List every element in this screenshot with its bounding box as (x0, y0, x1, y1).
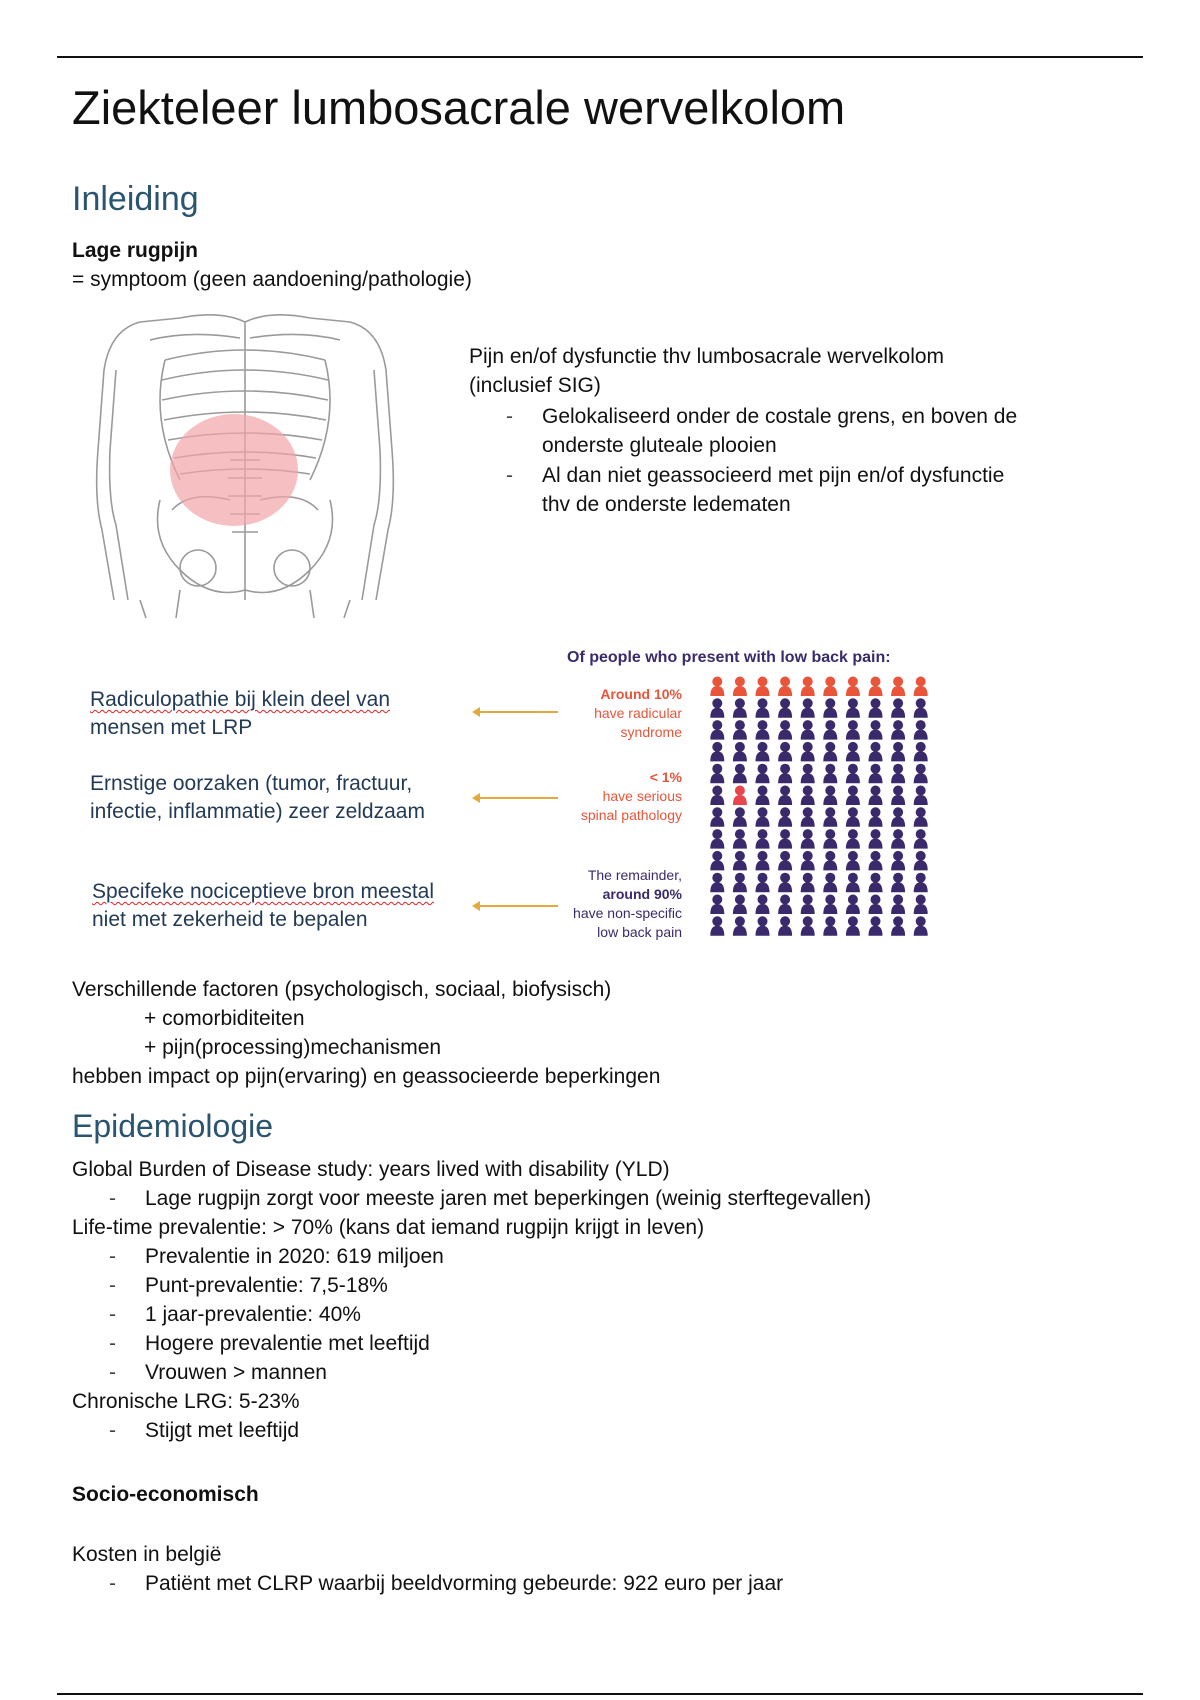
section-heading-inleiding: Inleiding (72, 180, 199, 218)
person-icon (869, 807, 883, 827)
person-icon (801, 720, 815, 740)
person-icon (733, 873, 747, 893)
arrow-nonspecific (478, 905, 558, 907)
person-icon (801, 764, 815, 784)
person-icon (823, 895, 837, 915)
person-icon (710, 720, 724, 740)
arrow-radicular (478, 711, 558, 713)
gbd-text: Global Burden of Disease study: years lived with disability (YLD) (72, 1158, 670, 1181)
factors-line-3: + pijn(processing)mechanismen (144, 1036, 442, 1059)
person-icon (801, 829, 815, 849)
person-icon (891, 677, 905, 697)
bullet-dash: - (109, 1303, 116, 1326)
person-icon (823, 764, 837, 784)
person-icon (846, 698, 860, 718)
person-icon (869, 851, 883, 871)
bullet-dash: - (506, 405, 513, 428)
person-icon (891, 895, 905, 915)
bullet-text: Patiënt met CLRP waarbij beeldvorming gebeurde: 922 euro per jaar (145, 1572, 784, 1595)
factors-line-4: hebben impact op pijn(ervaring) en geassocieerde beperkingen (72, 1065, 661, 1088)
infographic-header: Of people who present with low back pain: (567, 649, 891, 666)
person-icon (801, 742, 815, 762)
person-icon (801, 786, 815, 806)
person-icon (891, 698, 905, 718)
bullet-line: onderste gluteale plooien (542, 434, 777, 457)
annotation-specifieke-bron (92, 878, 434, 934)
person-icon (756, 916, 770, 936)
person-icon (823, 916, 837, 936)
person-icon (710, 829, 724, 849)
subheading-socio-economisch: Socio-economisch (72, 1483, 259, 1506)
person-icon (914, 786, 928, 806)
section-heading-epidemiologie: Epidemiologie (72, 1108, 274, 1144)
person-icon (733, 807, 747, 827)
person-icon (801, 916, 815, 936)
person-icon (778, 764, 792, 784)
factors-line-1: Verschillende factoren (psychologisch, sociaal, biofysisch) (72, 978, 612, 1001)
factors-line-2: + comorbiditeiten (144, 1007, 305, 1030)
bullet-line: thv de onderste ledematen (542, 493, 791, 516)
lifetime-bullet-3 (109, 1300, 361, 1329)
bullet-dash: - (109, 1245, 116, 1268)
skeleton-illustration (80, 300, 410, 620)
chronic-text: Chronische LRG: 5-23% (72, 1390, 300, 1413)
person-icon (710, 677, 724, 697)
person-icon (891, 742, 905, 762)
person-icon (733, 895, 747, 915)
person-icon (914, 677, 928, 697)
person-icon (846, 851, 860, 871)
person-icon (914, 720, 928, 740)
annotation-line: Radiculopathie bij klein deel van (90, 688, 391, 711)
label-line: < 1% (649, 769, 682, 785)
annotation-line: infectie, inflammatie) zeer zeldzaam (90, 800, 425, 823)
arrow-serious (478, 797, 558, 799)
label-line: Around 10% (600, 686, 682, 702)
person-icon (778, 829, 792, 849)
person-icon (869, 916, 883, 936)
person-icon (869, 873, 883, 893)
person-icon (710, 807, 724, 827)
person-icon (891, 807, 905, 827)
person-icon (778, 895, 792, 915)
person-icon (846, 786, 860, 806)
label-line: The remainder, (587, 867, 682, 883)
person-icon (756, 873, 770, 893)
bullet-line: Al dan niet geassocieerd met pijn en/of dysfunctie (542, 464, 1005, 487)
person-icon (801, 677, 815, 697)
person-icon (914, 916, 928, 936)
label-radicular (594, 685, 682, 742)
person-icon (914, 829, 928, 849)
person-icon (733, 764, 747, 784)
person-icon (914, 851, 928, 871)
person-icon (778, 677, 792, 697)
person-icon (710, 873, 724, 893)
person-icon (869, 829, 883, 849)
bullet-dash: - (109, 1274, 116, 1297)
person-icon (846, 916, 860, 936)
lifetime-bullet-5 (109, 1358, 327, 1387)
person-icon (733, 677, 747, 697)
person-icon (733, 720, 747, 740)
annotation-line: Ernstige oorzaken (tumor, fractuur, (90, 772, 413, 795)
person-icon (869, 742, 883, 762)
person-icon (846, 873, 860, 893)
person-icon (801, 698, 815, 718)
person-icon (914, 873, 928, 893)
person-icon (846, 677, 860, 697)
bullet-dash: - (109, 1572, 116, 1595)
person-icon (846, 720, 860, 740)
person-icon (801, 895, 815, 915)
gbd-bullet (109, 1184, 872, 1213)
person-icon (891, 786, 905, 806)
person-icon (914, 895, 928, 915)
label-serious (581, 768, 682, 825)
person-icon (914, 698, 928, 718)
person-icon (778, 873, 792, 893)
lifetime-text: Life-time prevalentie: > 70% (kans dat iemand rugpijn krijgt in leven) (72, 1216, 705, 1239)
person-icon (756, 764, 770, 784)
bullet-line: Gelokaliseerd onder de costale grens, en boven de (542, 405, 1018, 428)
lifetime-bullet-4 (109, 1329, 430, 1358)
person-icon (846, 895, 860, 915)
label-line: around 90% (602, 886, 682, 902)
person-icon (756, 895, 770, 915)
label-line: have non-specific (573, 905, 682, 921)
person-icon (756, 851, 770, 871)
person-icon (869, 764, 883, 784)
bullet-text: Stijgt met leeftijd (145, 1419, 300, 1442)
bullet-text: 1 jaar-prevalentie: 40% (145, 1303, 361, 1326)
person-icon (710, 742, 724, 762)
person-icon (778, 720, 792, 740)
person-icon (756, 786, 770, 806)
person-icon (914, 742, 928, 762)
annotation-radiculopathie (90, 686, 390, 742)
person-icon (778, 916, 792, 936)
person-icon (823, 873, 837, 893)
person-icon (801, 851, 815, 871)
label-line: have radicular (594, 705, 682, 721)
label-line: low back pain (597, 924, 682, 940)
inleiding-bullet-2 (506, 461, 1005, 519)
label-nonspecific (573, 866, 682, 942)
bottom-rule (57, 1693, 1143, 1695)
bullet-dash: - (109, 1361, 116, 1384)
label-line: have serious (602, 788, 682, 804)
person-icon (710, 764, 724, 784)
label-line: syndrome (620, 724, 682, 740)
person-icon (823, 720, 837, 740)
person-icon (778, 851, 792, 871)
person-icon (823, 742, 837, 762)
annotation-line: niet met zekerheid te bepalen (92, 908, 368, 931)
person-icon (891, 764, 905, 784)
person-icon (756, 720, 770, 740)
bullet-text: Hogere prevalentie met leeftijd (145, 1332, 430, 1355)
person-icon (710, 698, 724, 718)
annotation-line: Specifeke nociceptieve bron meestal (92, 880, 435, 903)
person-icon (710, 786, 724, 806)
bullet-dash: - (109, 1187, 116, 1210)
person-icon (869, 895, 883, 915)
person-icon (801, 807, 815, 827)
person-icon (846, 807, 860, 827)
person-icon (778, 698, 792, 718)
page-title: Ziekteleer lumbosacrale wervelkolom (72, 81, 846, 134)
annotation-line (90, 686, 390, 714)
person-icon (756, 677, 770, 697)
person-icon (756, 698, 770, 718)
person-icon (846, 764, 860, 784)
bullet-text: Vrouwen > mannen (145, 1361, 327, 1384)
person-icon (823, 807, 837, 827)
person-icon (869, 786, 883, 806)
annotation-ernstige-oorzaken (90, 770, 425, 826)
top-rule (57, 56, 1143, 58)
inleiding-bullet-1 (506, 402, 1018, 460)
person-icon (733, 786, 747, 806)
person-icon (891, 829, 905, 849)
people-icon-grid (706, 676, 932, 938)
annotation-line (92, 878, 434, 906)
chronic-bullet (109, 1416, 300, 1445)
person-icon (756, 829, 770, 849)
description-line-2: (inclusief SIG) (469, 374, 601, 397)
bullet-text: Punt-prevalentie: 7,5-18% (145, 1274, 388, 1297)
person-icon (778, 786, 792, 806)
person-icon (891, 851, 905, 871)
person-icon (891, 873, 905, 893)
person-icon (778, 807, 792, 827)
person-icon (733, 742, 747, 762)
person-icon (778, 742, 792, 762)
person-icon (710, 851, 724, 871)
person-icon (733, 916, 747, 936)
person-icon (891, 916, 905, 936)
person-icon (891, 720, 905, 740)
person-icon (823, 677, 837, 697)
person-icon (823, 829, 837, 849)
person-icon (823, 851, 837, 871)
person-icon (756, 742, 770, 762)
person-icon (846, 829, 860, 849)
person-icon (733, 829, 747, 849)
lifetime-bullet-2 (109, 1271, 388, 1300)
person-icon (846, 742, 860, 762)
cost-bullet (109, 1569, 784, 1598)
person-icon (869, 698, 883, 718)
annotation-line: mensen met LRP (90, 716, 253, 739)
person-icon (914, 807, 928, 827)
person-icon (756, 807, 770, 827)
person-icon (823, 786, 837, 806)
person-icon (710, 895, 724, 915)
definition-text: = symptoom (geen aandoening/pathologie) (72, 268, 472, 291)
bullet-text: Prevalentie in 2020: 619 miljoen (145, 1245, 444, 1268)
bullet-dash: - (109, 1419, 116, 1442)
person-icon (914, 764, 928, 784)
person-icon (710, 916, 724, 936)
description-line-1: Pijn en/of dysfunctie thv lumbosacrale wervelkolom (469, 345, 945, 368)
person-icon (869, 720, 883, 740)
lifetime-bullet-1 (109, 1242, 444, 1271)
subheading-lage-rugpijn: Lage rugpijn (72, 239, 198, 262)
person-icon (823, 698, 837, 718)
person-icon (733, 698, 747, 718)
bullet-text: Lage rugpijn zorgt voor meeste jaren met beperkingen (weinig sterftegevallen) (145, 1187, 872, 1210)
person-icon (733, 851, 747, 871)
bullet-dash: - (506, 464, 513, 487)
person-icon (869, 677, 883, 697)
label-line: spinal pathology (580, 807, 682, 823)
bullet-dash: - (109, 1332, 116, 1355)
person-icon (801, 873, 815, 893)
costs-text: Kosten in belgië (72, 1543, 222, 1566)
